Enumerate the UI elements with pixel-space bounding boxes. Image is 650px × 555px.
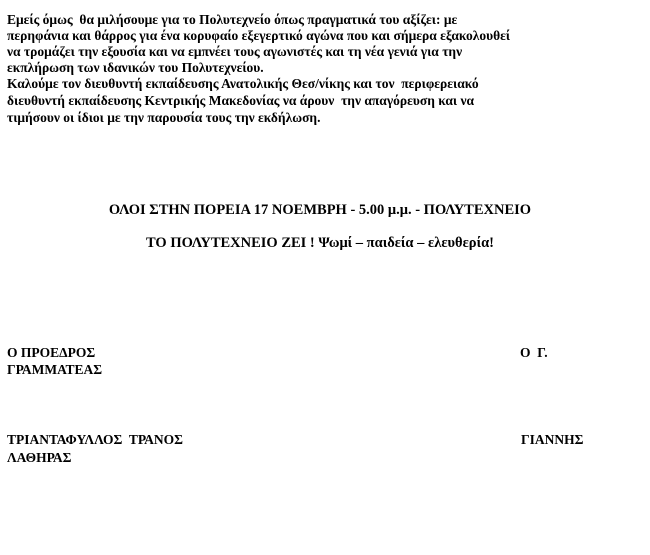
paragraph-2-line-3: τιμήσουν οι ίδιοι με την παρουσία τους την εκδήλωση. (7, 110, 321, 125)
paragraph-1-line-1: Εμείς όμως θα μιλήσουμε για το Πολυτεχνείο όπως πραγματικά του αξίζει: με (7, 12, 458, 27)
signature-name-secretary-first: ΓΙΑΝΝΗΣ (521, 432, 584, 447)
signature-title-secretary-prefix: Ο Γ. (520, 345, 548, 360)
signature-name-president: ΤΡΙΑΝΤΑΦΥΛΛΟΣ ΤΡΑΝΟΣ (7, 432, 183, 447)
paragraph-1-line-2: περηφάνια και θάρρος για ένα κορυφαίο εξεγερτικό αγώνα που και σήμερα εξακολουθεί (7, 28, 511, 43)
motto-line: ΤΟ ΠΟΛΥΤΕΧΝΕΙΟ ΖΕΙ ! Ψωμί – παιδεία – ελευθερία! (146, 235, 494, 251)
paragraph-2-line-1: Καλούμε τον διευθυντή εκπαίδευσης Ανατολικής Θεσ/νίκης και τον περιφερειακό (7, 76, 479, 91)
paragraph-2-line-2: διευθυντή εκπαίδευσης Κεντρικής Μακεδονίας να άρουν την απαγόρευση και να (7, 93, 475, 108)
signature-title-secretary: ΓΡΑΜΜΑΤΕΑΣ (7, 362, 103, 377)
signature-name-secretary-last: ΛΑΘΗΡΑΣ (7, 450, 72, 465)
signature-title-president: Ο ΠΡΟΕΔΡΟΣ (7, 345, 96, 360)
paragraph-1-line-3: να τρομάζει την εξουσία και να εμπνέει τους αγωνιστές και τη νέα γενιά για την (7, 44, 463, 59)
paragraph-1-line-4: εκπλήρωση των ιδανικών του Πολυτεχνείου. (7, 60, 264, 75)
march-announcement: ΟΛΟΙ ΣΤΗΝ ΠΟΡΕΙΑ 17 ΝΟΕΜΒΡΗ - 5.00 μ.μ. - ΠΟΛΥΤΕΧΝΕΙΟ (108, 202, 532, 218)
